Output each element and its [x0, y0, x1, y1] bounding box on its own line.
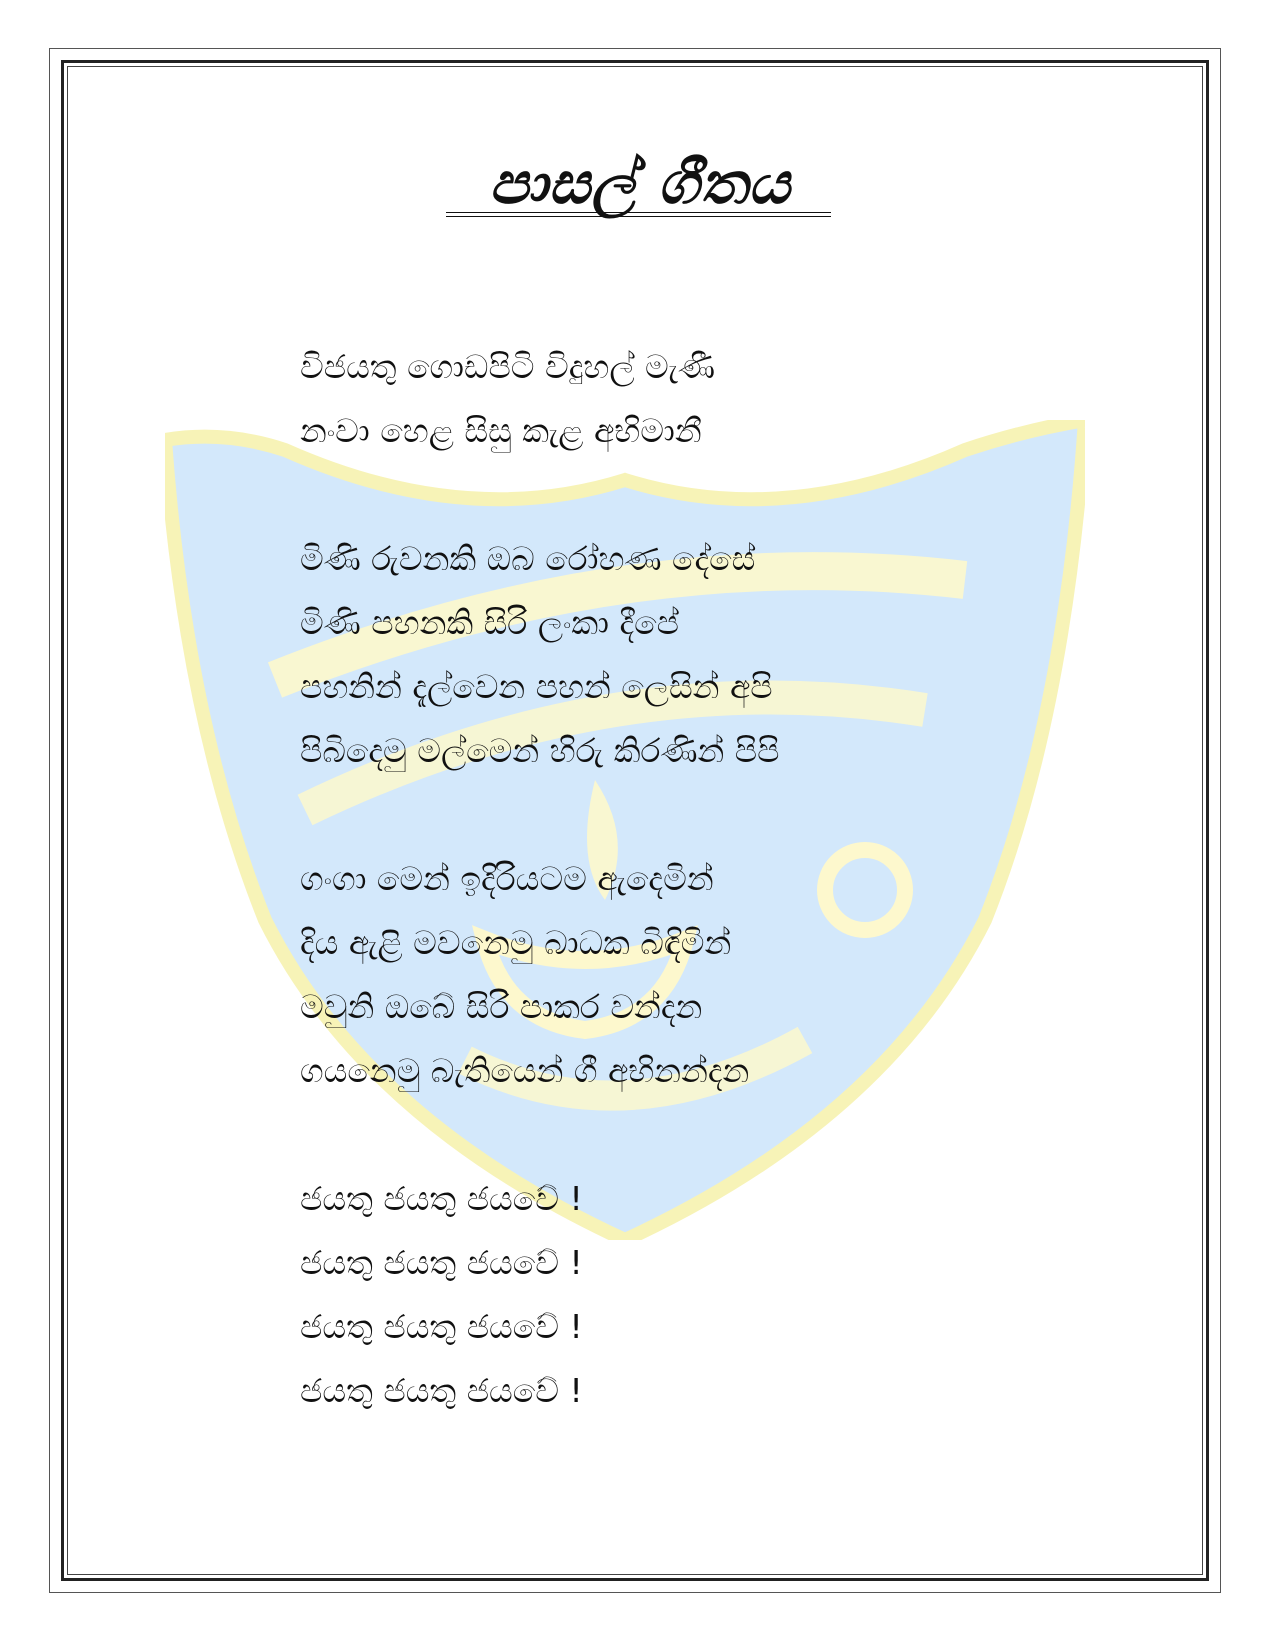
lyric-line: දිය ඇළි මවනෙමු බාධක බිඳිමින්: [300, 923, 732, 962]
lyric-line: පහනින් දැල්වෙන පහන් ලෙසින් අපි: [300, 667, 773, 706]
lyric-line: විජයතු ගොඩපිටි විදුහල් මැණී: [300, 347, 716, 386]
title-underline-double: [446, 216, 831, 217]
lyric-line: ජයතු ජයතු ජයවේ !: [300, 1307, 583, 1346]
lyric-line: ජයතු ජයතු ජයවේ !: [300, 1243, 583, 1282]
stanza-1: [300, 335, 1080, 463]
lyric-line: නංවා හෙළ සිසු කැළ අභිමානී: [300, 411, 702, 450]
stanza-4-chorus: [300, 1167, 1080, 1423]
stanza-2: [300, 527, 1080, 783]
title-underline: [446, 212, 831, 213]
lyric-line: මවුනි ඔබේ සිරි පාකර වන්දන: [300, 987, 703, 1026]
lyric-line: ගංගා මෙන් ඉදිරියටම ඇදෙමින්: [300, 859, 714, 898]
stanza-3: [300, 847, 1080, 1103]
lyric-line: ජයතු ජයතු ජයවේ !: [300, 1179, 583, 1218]
lyric-line: ජයතු ජයතු ජයවේ !: [300, 1371, 583, 1410]
stanza-divider: [300, 783, 1080, 847]
stanza-divider: [300, 463, 1080, 527]
stanza-divider: [300, 1103, 1080, 1167]
lyric-line: ගයනෙමු බැතියෙන් ගී අභිනන්දන: [300, 1051, 750, 1090]
lyric-line: පිබිදෙමු මල්මෙන් හිරු කිරණින් පිපි: [300, 731, 780, 770]
lyric-line: මිණි පහනකි සිරි ලංකා දීපේ: [300, 603, 679, 642]
lyric-line: මිණි රුවනකි ඔබ රෝහණ දේසේ: [300, 539, 756, 578]
page-title: පාසල් ගීතය: [489, 149, 791, 217]
song-lyrics: [300, 335, 1080, 1423]
